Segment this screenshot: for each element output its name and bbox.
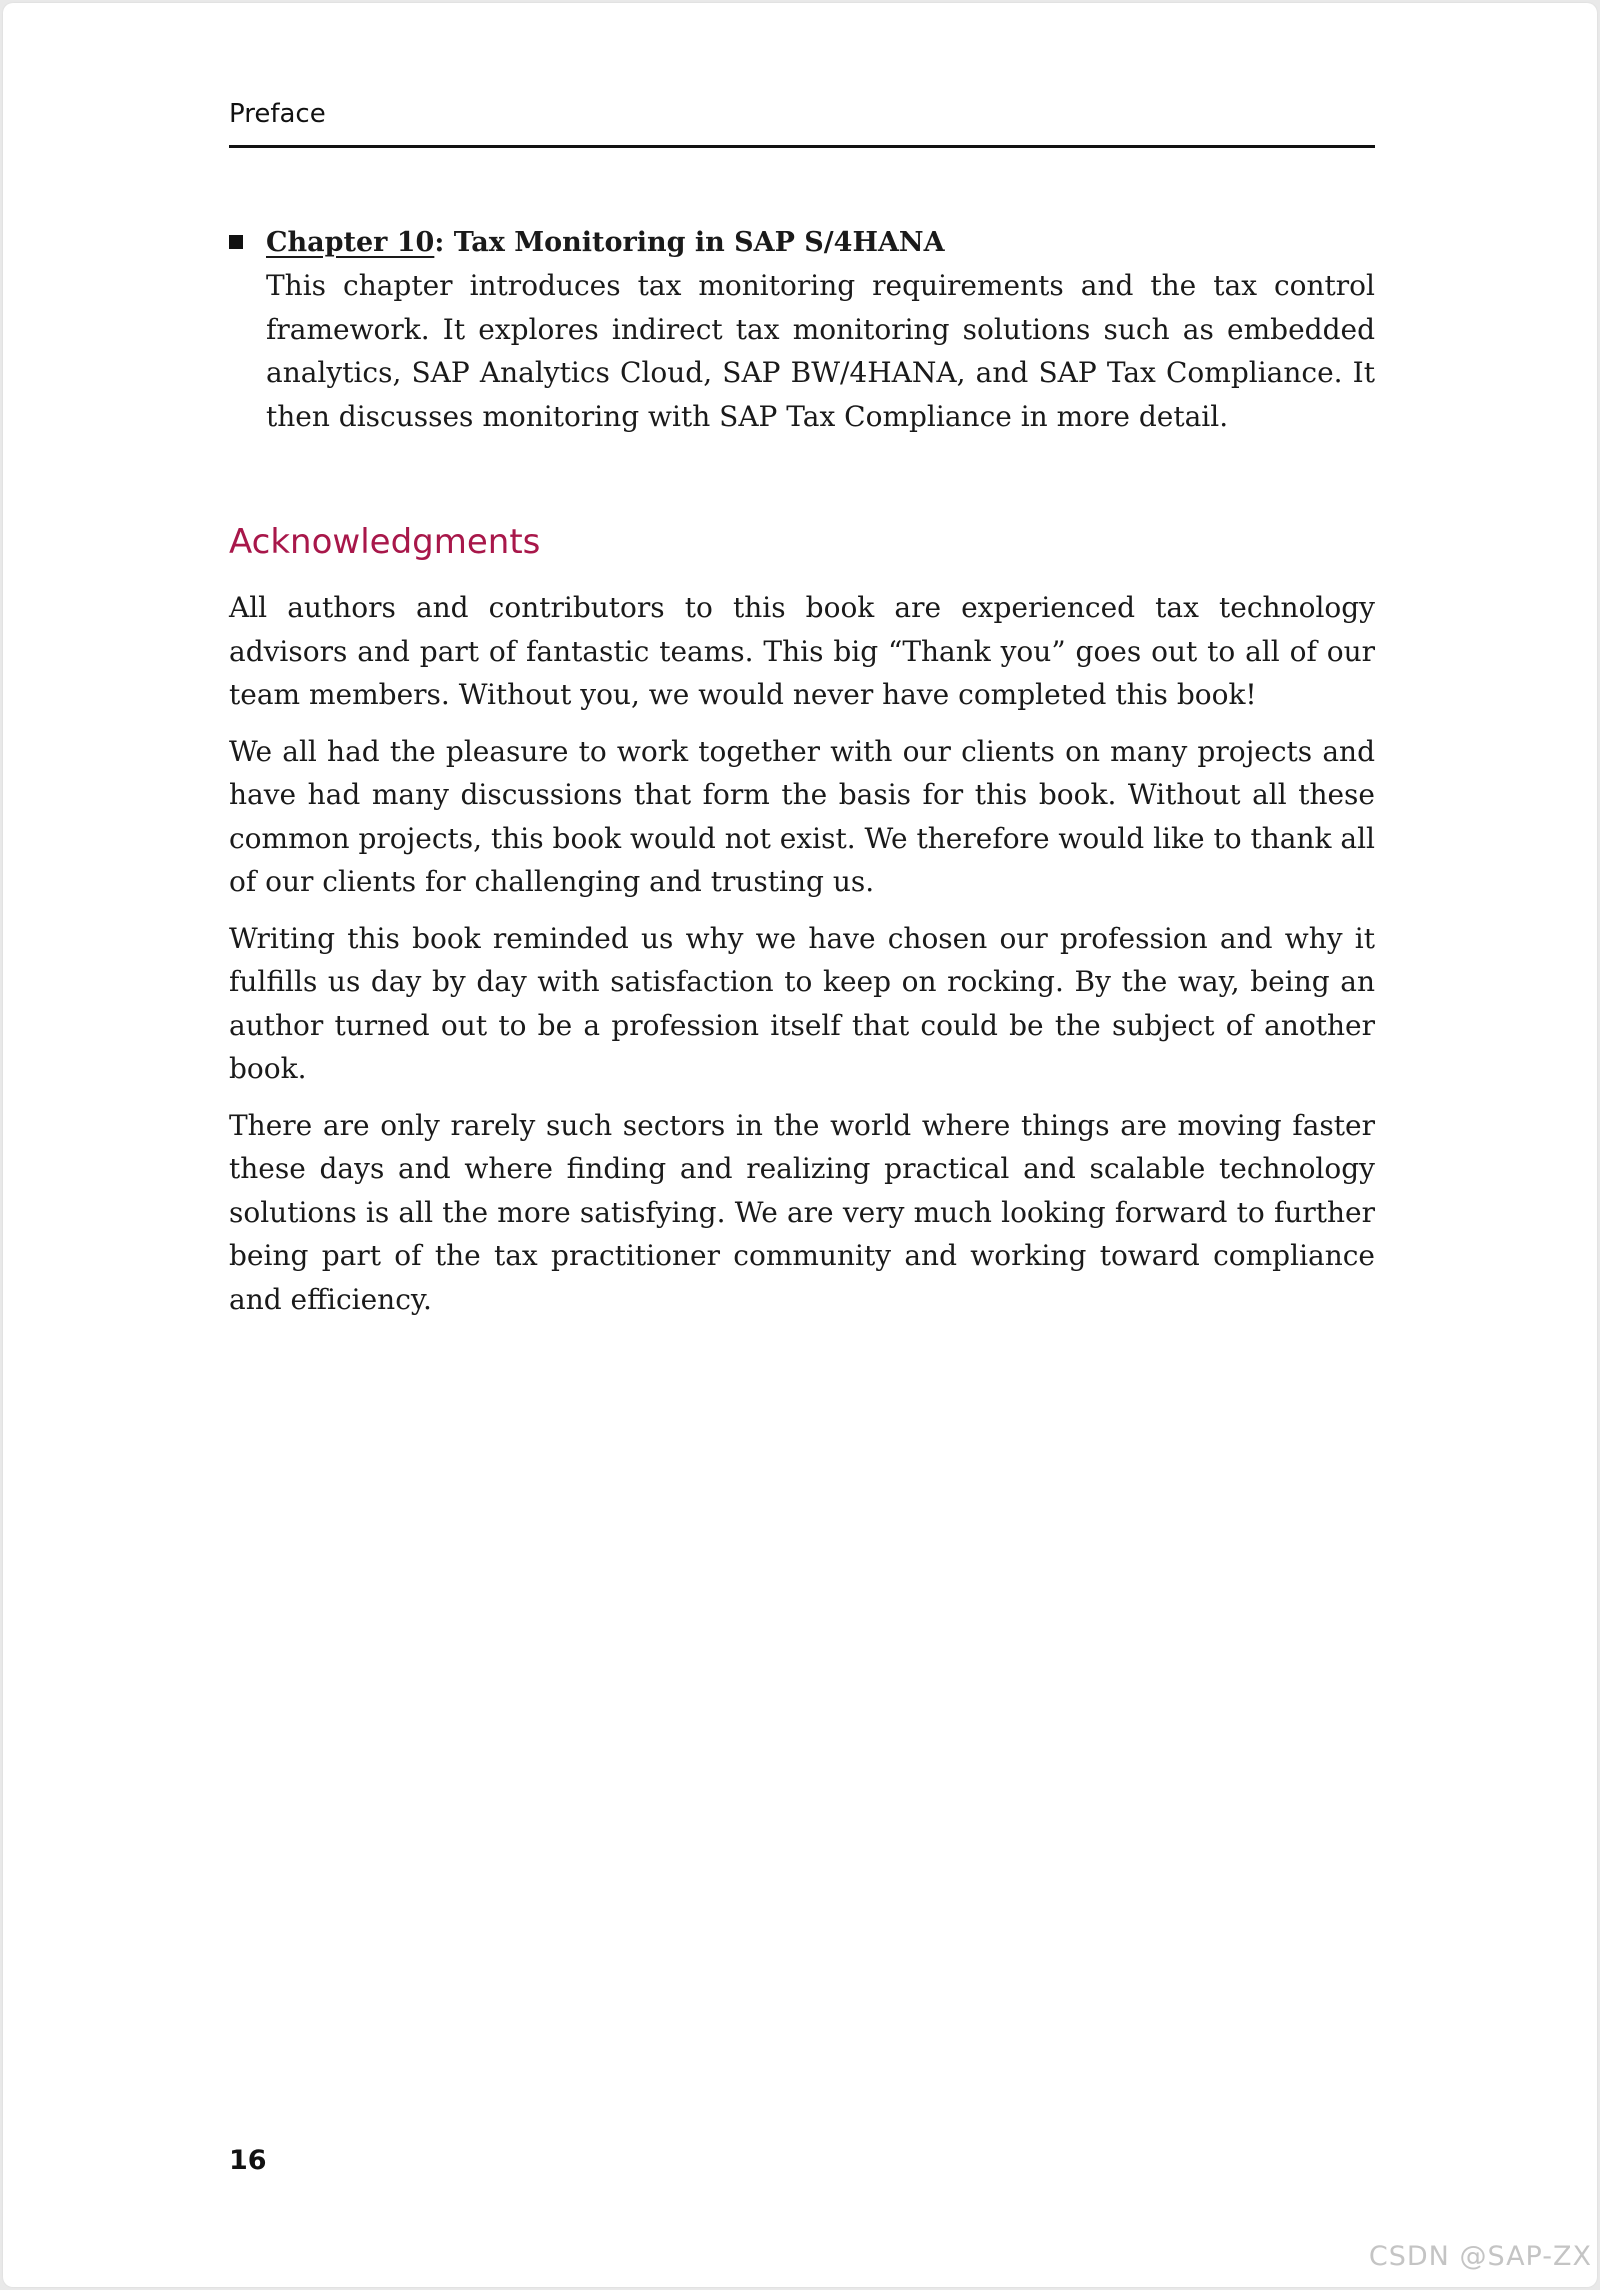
square-bullet-icon	[229, 235, 243, 249]
document-page	[3, 3, 1597, 2287]
acknowledgments-paragraph-1: All authors and contributors to this book are experienced tax technology advisors and part of fantastic teams. This big “Thank you” goes out to all of our team members. Without you, we would never have completed this book!	[229, 591, 1375, 711]
chapter-bullet-title	[266, 221, 1375, 264]
chapter-10-link[interactable]: Chapter 10	[266, 227, 435, 258]
acknowledgments-paragraph-4: There are only rarely such sectors in the world where things are moving faster these days and where finding and realizing practical and scalable technology solutions is all the more satisfying. We are very much looking forward to further being part of the tax practitioner community and working toward compliance and efficiency.	[229, 1108, 1375, 1316]
chapter-title-text: : Tax Monitoring in SAP S/4HANA	[434, 227, 945, 258]
chapter-description: This chapter introduces tax monitoring requirements and the tax control framework. It explores indirect tax monitoring solutions such as embedded analytics, SAP Analytics Cloud, SAP BW/4HANA, and SAP Tax Compliance. It then discusses monitoring with SAP Tax Compliance in more detail.	[266, 269, 1375, 433]
chapter-bullet-item	[229, 221, 1375, 438]
page-content	[229, 221, 1375, 1334]
acknowledgments-paragraph-3: Writing this book reminded us why we have chosen our profession and why it fulfills us day by day with satisfaction to keep on rocking. By the way, being an author turned out to be a profession itself that could be the subject of another book.	[229, 921, 1375, 1085]
acknowledgments-paragraph-2: We all had the pleasure to work together with our clients on many projects and have had many discussions that form the basis for this book. Without all these common projects, this book would not exist. We therefore would like to thank all of our clients for challenging and trusting us.	[229, 734, 1375, 898]
running-header: Preface	[229, 99, 326, 129]
acknowledgments-heading: Acknowledgments	[229, 522, 541, 562]
header-rule	[229, 145, 1375, 148]
page-number: 16	[229, 2145, 267, 2176]
watermark-text: CSDN @SAP-ZX	[1368, 2241, 1592, 2272]
